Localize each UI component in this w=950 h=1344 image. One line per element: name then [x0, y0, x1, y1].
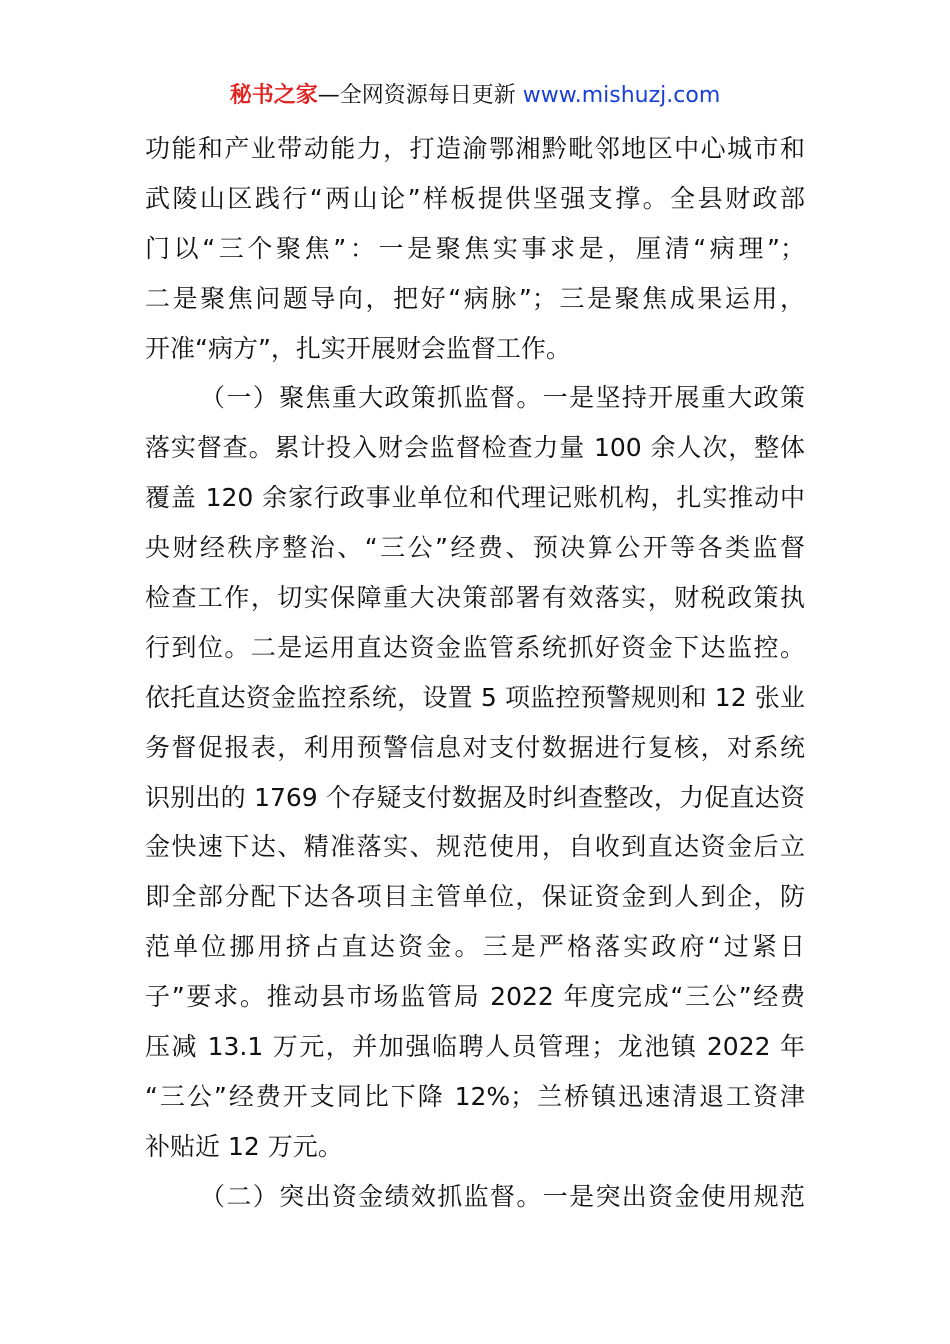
text-line: 范单位挪用挤占直达资金。三是严格落实政府“过紧日 [145, 932, 805, 962]
text-line: 压减 13.1 万元，并加强临聘人员管理；龙池镇 2022 年 [145, 1032, 805, 1062]
text-line: 武陵山区践行“两山论”样板提供坚强支撑。全县财政部 [145, 183, 805, 213]
text-line: 务督促报表，利用预警信息对支付数据进行复核，对系统 [145, 732, 805, 762]
text-line: 开准“病方”，扎实开展财会监督工作。 [145, 333, 571, 363]
header-tagline: —全网资源每日更新 [317, 83, 516, 108]
text-line: 检查工作，切实保障重大决策部署有效落实，财税政策执 [145, 583, 805, 613]
text-line: 识别出的 1769 个存疑支付数据及时纠查整改，力促直达资 [145, 782, 805, 812]
text-line: 落实督查。累计投入财会监督检查力量 100 余人次，整体 [145, 433, 805, 463]
text-line: 覆盖 120 余家行政事业单位和代理记账机构，扎实推动中 [145, 483, 805, 513]
text-line: “三公”经费开支同比下降 12%；兰桥镇迅速清退工资津 [145, 1081, 805, 1111]
text-line: 补贴近 12 万元。 [145, 1131, 343, 1161]
site-link[interactable]: www.mishuzj.com [515, 83, 721, 108]
text-line: 行到位。二是运用直达资金监管系统抓好资金下达监控。 [145, 632, 805, 662]
text-line: 金快速下达、精准落实、规范使用，自收到直达资金后立 [145, 832, 805, 862]
paragraph-start-line: （二）突出资金绩效抓监督。一是突出资金使用规范 [200, 1181, 805, 1211]
text-line: 门以“三个聚焦”：一是聚焦实事求是，厘清“病理”； [145, 233, 805, 263]
page-header [0, 80, 950, 112]
text-line: 功能和产业带动能力，打造渝鄂湘黔毗邻地区中心城市和 [145, 134, 805, 163]
text-line: 二是聚焦问题导向，把好“病脉”；三是聚焦成果运用， [145, 283, 805, 313]
text-line: 子”要求。推动县市场监管局 2022 年度完成“三公”经费 [145, 982, 805, 1012]
text-line: 央财经秩序整治、“三公”经费、预决算公开等各类监督 [145, 533, 805, 563]
document-body [145, 124, 805, 1222]
paragraph-start-line: （一）聚焦重大政策抓监督。一是坚持开展重大政策 [200, 383, 805, 413]
text-line: 依托直达资金监控系统，设置 5 项监控预警规则和 12 张业 [145, 682, 805, 712]
brand-name: 秘书之家 [229, 83, 318, 108]
text-line: 即全部分配下达各项目主管单位，保证资金到人到企，防 [145, 882, 805, 912]
